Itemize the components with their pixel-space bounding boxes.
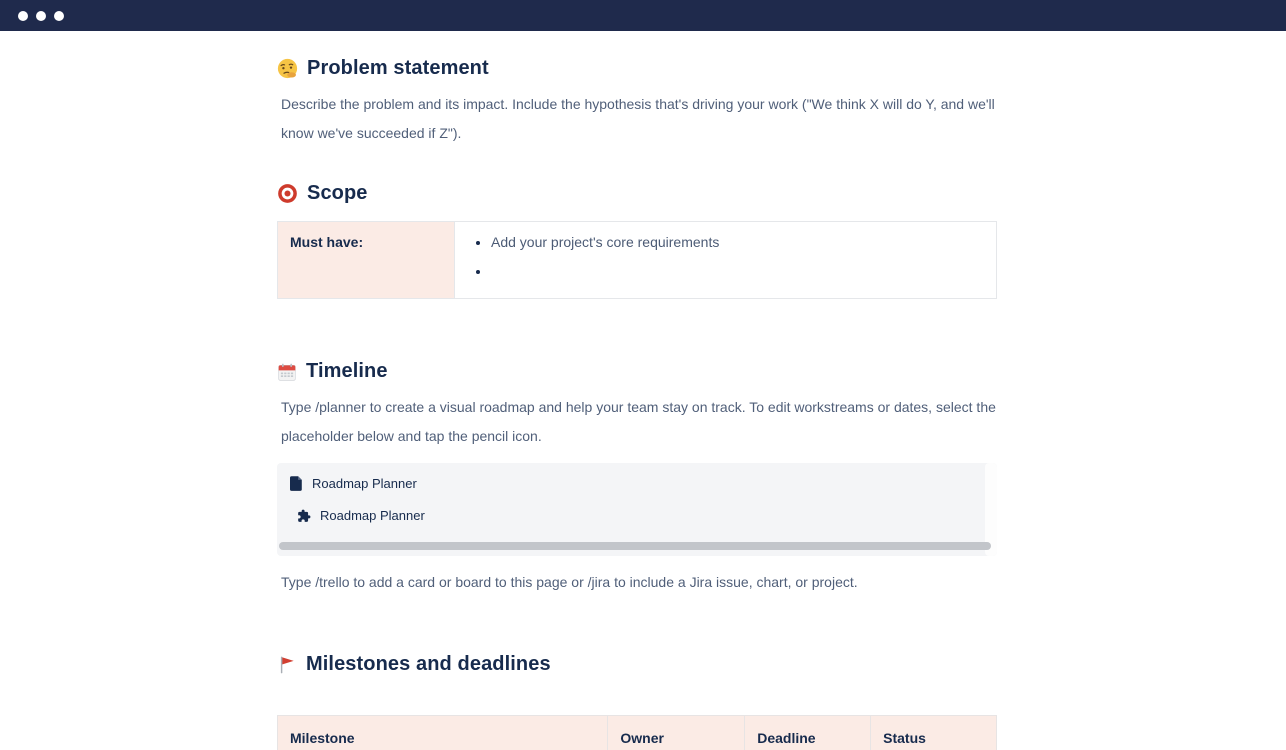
section-heading-milestones bbox=[277, 653, 997, 676]
window-titlebar bbox=[0, 0, 1286, 31]
column-header-status[interactable]: Status bbox=[871, 716, 997, 750]
scope-row-label-cell[interactable]: Must have: bbox=[278, 222, 455, 299]
section-heading-text: Milestones and deadlines bbox=[306, 653, 551, 675]
section-heading-text: Scope bbox=[307, 182, 368, 204]
roadmap-planner-node[interactable] bbox=[290, 476, 417, 491]
bullseye-icon bbox=[277, 183, 298, 204]
section-heading-text: Timeline bbox=[306, 360, 388, 382]
scope-bullet-list bbox=[463, 228, 988, 286]
problem-statement-paragraph: Describe the problem and its impact. Include the hypothesis that's driving your work ("We think X will do Y, and we'll know we've succeeded if Z"). bbox=[281, 96, 995, 141]
document-body bbox=[277, 31, 997, 750]
roadmap-planner-macro-placeholder[interactable] bbox=[277, 463, 997, 556]
window-control-dot[interactable] bbox=[18, 11, 28, 21]
milestones-table bbox=[277, 715, 997, 750]
scope-table bbox=[277, 221, 997, 299]
horizontal-scrollbar-thumb[interactable] bbox=[279, 542, 991, 550]
list-item bbox=[491, 257, 988, 286]
section-heading-scope bbox=[277, 182, 997, 205]
column-header-deadline[interactable]: Deadline bbox=[745, 716, 871, 750]
red-flag-icon bbox=[277, 655, 297, 675]
thinking-face-icon bbox=[277, 58, 298, 79]
calendar-icon bbox=[277, 362, 297, 382]
roadmap-planner-macro-item[interactable] bbox=[297, 508, 425, 523]
macro-label: Roadmap Planner bbox=[312, 476, 417, 491]
section-heading-problem-statement bbox=[277, 57, 997, 80]
column-header-milestone[interactable]: Milestone bbox=[278, 716, 608, 750]
section-heading-text: Problem statement bbox=[307, 57, 489, 79]
column-header-owner[interactable]: Owner bbox=[608, 716, 745, 750]
window-control-dot[interactable] bbox=[36, 11, 46, 21]
table-row bbox=[278, 222, 997, 299]
table-header-row bbox=[278, 716, 997, 750]
section-heading-timeline bbox=[277, 360, 997, 383]
list-item: • Add your project's core requirements bbox=[491, 228, 988, 257]
puzzle-icon bbox=[297, 509, 311, 523]
macro-label: Roadmap Planner bbox=[320, 508, 425, 523]
scope-requirements-cell[interactable] bbox=[455, 222, 997, 299]
document-icon bbox=[290, 476, 303, 491]
timeline-instructions-paragraph: Type /planner to create a visual roadmap and help your team stay on track. To edit workstreams or dates, select the placeholder below and tap the pencil icon. bbox=[281, 399, 996, 444]
window-control-dot[interactable] bbox=[54, 11, 64, 21]
trello-jira-hint-paragraph: Type /trello to add a card or board to this page or /jira to include a Jira issue, chart, or project. bbox=[281, 574, 858, 590]
